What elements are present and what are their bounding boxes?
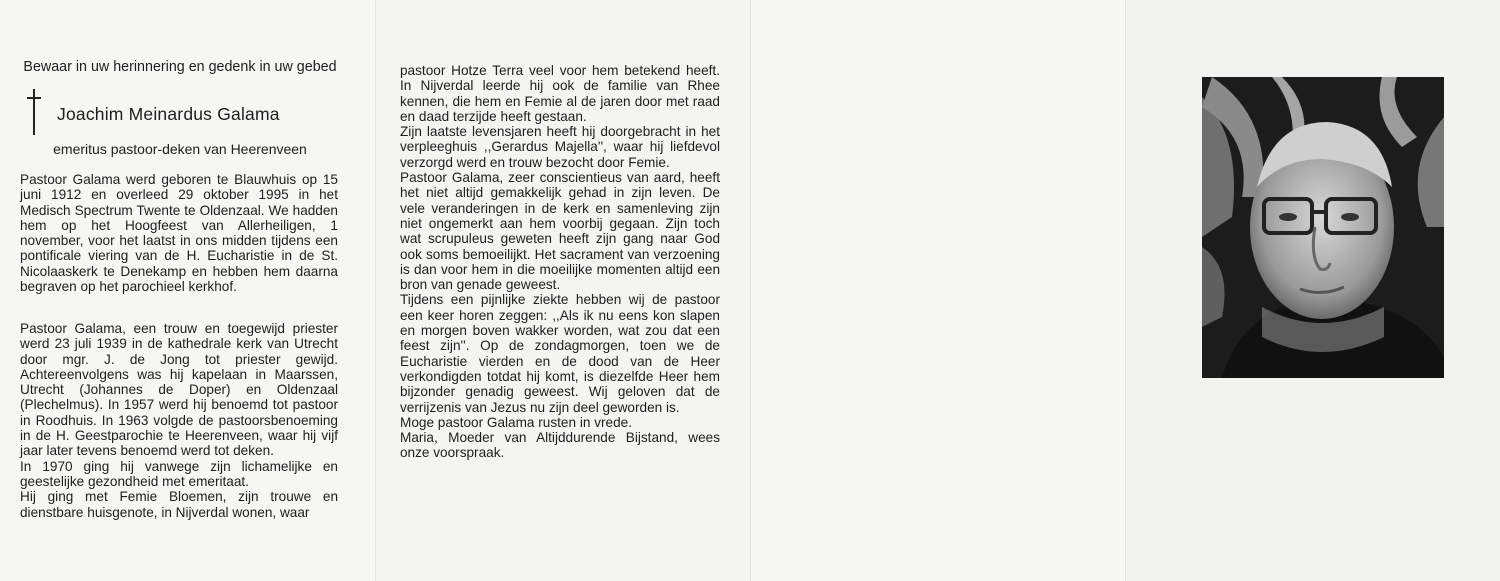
paragraph: Pastoor Galama, zeer conscientieus van aard, heeft het niet altijd gemakkelijk gehad in zijn leven. De vele veranderingen in de kerk en samenleving zijn niet ongemerkt aan hem voorbij gegaan. Zijn toch wat scrupuleus geweten heeft zijn gang naar God ook soms bemoeilijkt. Het sacrament van verzoening is dan voor hem in die moeilijke momenten altijd een bron van genade geweest. <box>400 170 720 293</box>
text-block <box>20 321 338 520</box>
cross-icon <box>26 89 42 135</box>
paragraph: Hij ging met Femie Bloemen, zijn trouwe en dienstbare huisgenote, in Nijverdal wonen, waar <box>20 489 338 520</box>
text-block <box>20 172 338 294</box>
intro-text: Bewaar in uw herinnering en gedenk in uw gebed <box>23 59 337 75</box>
paragraph: pastoor Hotze Terra veel voor hem betekend heeft. In Nijverdal leerde hij ook de familie van Rhee kennen, die hem en Femie al de jaren door met raad en daad terzijde heeft gestaan. <box>400 63 720 124</box>
portrait-photo <box>1202 77 1444 378</box>
deceased-title: emeritus pastoor-deken van Heerenveen <box>53 141 307 157</box>
fold-line <box>375 0 376 581</box>
paragraph: Zijn laatste levensjaren heeft hij doorgebracht in het verpleeghuis ,,Gerardus Majella'', waar hij liefdevol verzorgd werd en trouw bezocht door Femie. <box>400 124 720 170</box>
fold-line <box>1125 0 1126 581</box>
portrait-illustration <box>1202 77 1444 378</box>
paragraph: Maria, Moeder van Altijddurende Bijstand, wees onze voorspraak. <box>400 430 720 461</box>
deceased-name: Joachim Meinardus Galama <box>57 104 280 124</box>
paragraph: Tijdens een pijnlijke ziekte hebben wij de pastoor een keer horen zeggen: ,,Als ik nu eens kon slapen en morgen boven wakker worden, wat zou dat een feest zijn''. Op de zondagmorgen, toen we de Eucharistie vierden en de dood van de Heer verkondigden totdat hij komt, is diezelfde Heer hem bijzonder genadig geweest. Wij geloven dat de verrijzenis van Jezus nu zijn deel geworden is. <box>400 292 720 415</box>
panel-blank <box>750 0 1125 581</box>
paragraph: Moge pastoor Galama rusten in vrede. <box>400 414 632 430</box>
paragraph: Pastoor Galama werd geboren te Blauwhuis op 15 juni 1912 en overleed 29 oktober 1995 in het Medisch Spectrum Twente te Oldenzaal. We hadden hem op het Hoogfeest van Allerheiligen, 1 november, voor het laatst in ons midden tijdens een pontificale viering van de H. Eucharistie in de St. Nicolaaskerk te Denekamp en hebben hem daarna begraven op het parochieel kerkhof. <box>20 172 338 295</box>
fold-line <box>750 0 751 581</box>
paragraph: Pastoor Galama, een trouw en toegewijd priester werd 23 juli 1939 in de kathedrale kerk van Utrecht door mgr. J. de Jong tot priester gewijd. Achtereenvolgens was hij kapelaan in Maarssen, Utrecht (Johannes de Doper) en Oldenzaal (Plechelmus). In 1957 werd hij benoemd tot pastoor in Roodhuis. In 1963 volgde de pastoorsbenoeming in de H. Geestparochie te Heerenveen, waar hij vijf jaar later tevens benoemd werd tot deken. <box>20 321 338 459</box>
paragraph: In 1970 ging hij vanwege zijn lichamelijke en geestelijke gezondheid met emeritaat. <box>20 458 338 489</box>
text-block <box>400 63 720 461</box>
